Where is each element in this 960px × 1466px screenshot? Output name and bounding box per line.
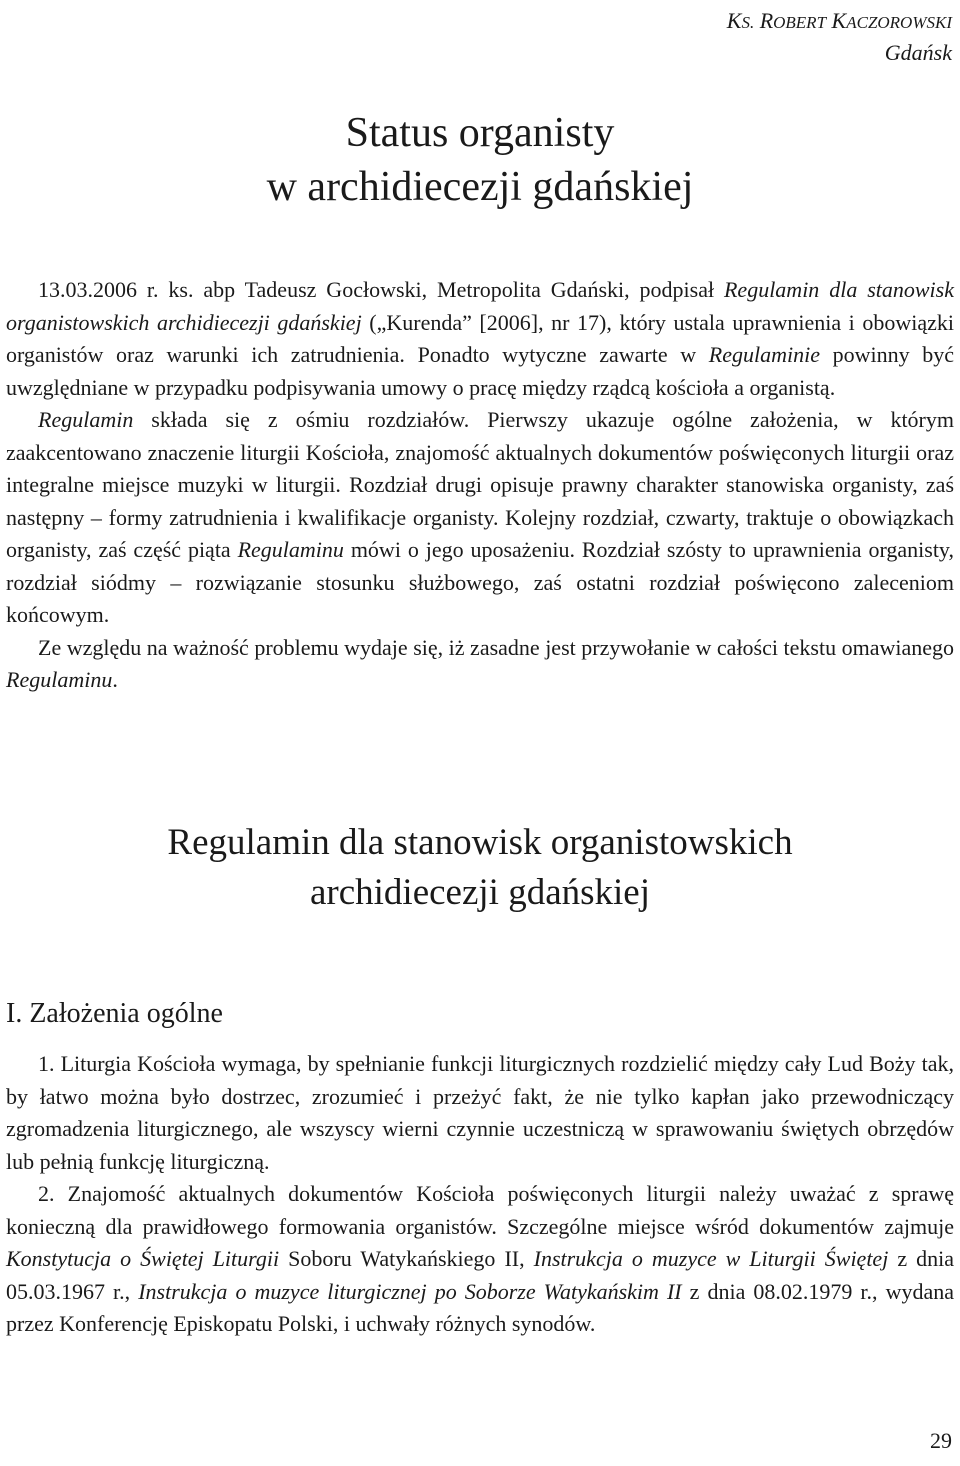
text-span: mówi o jego uposażeniu. Rozdział szósty to uprawnienia organisty, rozdział siódmy – rozwiązanie stosunku służbowego, zaś ostatni rozdział poświęcono zaleceniom końcowym. (6, 537, 955, 627)
author-first-initial: R (759, 8, 774, 33)
text-span: . (112, 667, 118, 692)
author-last-rest: ACZOROWSKI (846, 13, 952, 32)
italic-span: Konstytucja o Świętej Liturgii (6, 1246, 280, 1271)
italic-span: Regulaminie (708, 342, 820, 367)
author-last-initial: K (831, 8, 847, 33)
text-span: 13.03.2006 r. ks. abp Tadeusz Gocłowski, Metropolita Gdański, podpisał (38, 277, 724, 302)
italic-span: Regulaminu (6, 667, 113, 692)
section-title-line2: archidiecezji gdańskiej (309, 872, 651, 913)
intro-text (6, 274, 954, 697)
author-ks-initial: K (726, 8, 742, 33)
chapter-heading: I. Założenia ogólne (6, 998, 223, 1029)
text-span: powinny być uwzględniane w przypadku podpisywania umowy o pracę między rządcą kościoła a organistą. (6, 342, 955, 400)
author-ks-rest: S. (741, 13, 755, 32)
text-span: Soboru Watykańskiego II, (279, 1246, 534, 1271)
text-span: Ze względu na ważność problemu wydaje się, iż zasadne jest przywołanie w całości tekstu omawianego (38, 634, 954, 660)
author-city: Gdańsk (884, 40, 952, 65)
article-title-line2: w archidiecezji gdańskiej (266, 164, 694, 210)
article-title-line1: Status organisty (345, 110, 615, 156)
text-span: z dnia 08.02.1979 r., wydana przez Konferencję Episkopatu Polski, i uchwały różnych synodów. (6, 1278, 955, 1336)
text-span: z dnia 05.03.1967 r., (6, 1246, 954, 1304)
section-title-line1: Regulamin dla stanowisk organistowskich (167, 822, 793, 863)
author-first-rest: OBERT (773, 13, 827, 32)
point-2 (6, 1178, 954, 1341)
text-span: składa się z ośmiu rozdziałów. Pierwszy ukazuje ogólne założenia, w którym zaakcentowano znaczenie liturgii Kościoła, znajomość aktualnych dokumentów poświęconych liturgii oraz integralne miejsce muzyki w liturgii. Rozdział drugi opisuje prawny charakter stanowiska organisty, zaś następny – formy zatrudnienia i kwalifikacje organisty. Kolejny rozdział, czwarty, traktuje o obowiązkach organisty, zaś część piąta (6, 407, 954, 562)
italic-span: Instrukcja o muzyce liturgicznej po Soborze Watykańskim II (138, 1278, 682, 1304)
author-name (727, 6, 952, 38)
section-title (0, 818, 960, 918)
chapter-points (6, 1048, 954, 1341)
author-block (727, 6, 952, 68)
italic-span: Instrukcja o muzyce w Liturgii Świętej (533, 1246, 889, 1271)
text-span: („Kurenda” [2006], nr 17), który ustala uprawnienia i obowiązki organistów oraz warunki ich zatrudnienia. Ponadto wytyczne zawarte w (6, 309, 954, 367)
intro-paragraph-3 (6, 632, 954, 697)
page-number: 29 (930, 1428, 952, 1453)
italic-span: Regulamin dla stanowisk organistowskich archidiecezji gdańskiej (6, 277, 954, 335)
italic-span: Regulaminu (237, 537, 344, 562)
text-span: 2. Znajomość aktualnych dokumentów Kościoła poświęconych liturgii należy uważać z sprawę konieczną dla prawidłowego formowania organistów. Szczególne miejsce wśród dokumentów zajmuje (6, 1181, 954, 1239)
intro-paragraph-1 (6, 274, 954, 404)
italic-span: Regulamin (38, 407, 134, 432)
intro-paragraph-2 (6, 404, 954, 632)
article-title (0, 106, 960, 214)
point-1: 1. Liturgia Kościoła wymaga, by spełnianie funkcji liturgicznych rozdzielić między cały Lud Boży tak, by łatwo można było dostrzec, zrozumieć i przeżyć fakt, że nie tylko kapłan jako przewodniczący zgromadzenia liturgicznego, ale wszyscy wierni czynnie uczestniczą w sprawowaniu świętych obrzędów lub pełnią funkcję liturgiczną. (6, 1051, 954, 1174)
